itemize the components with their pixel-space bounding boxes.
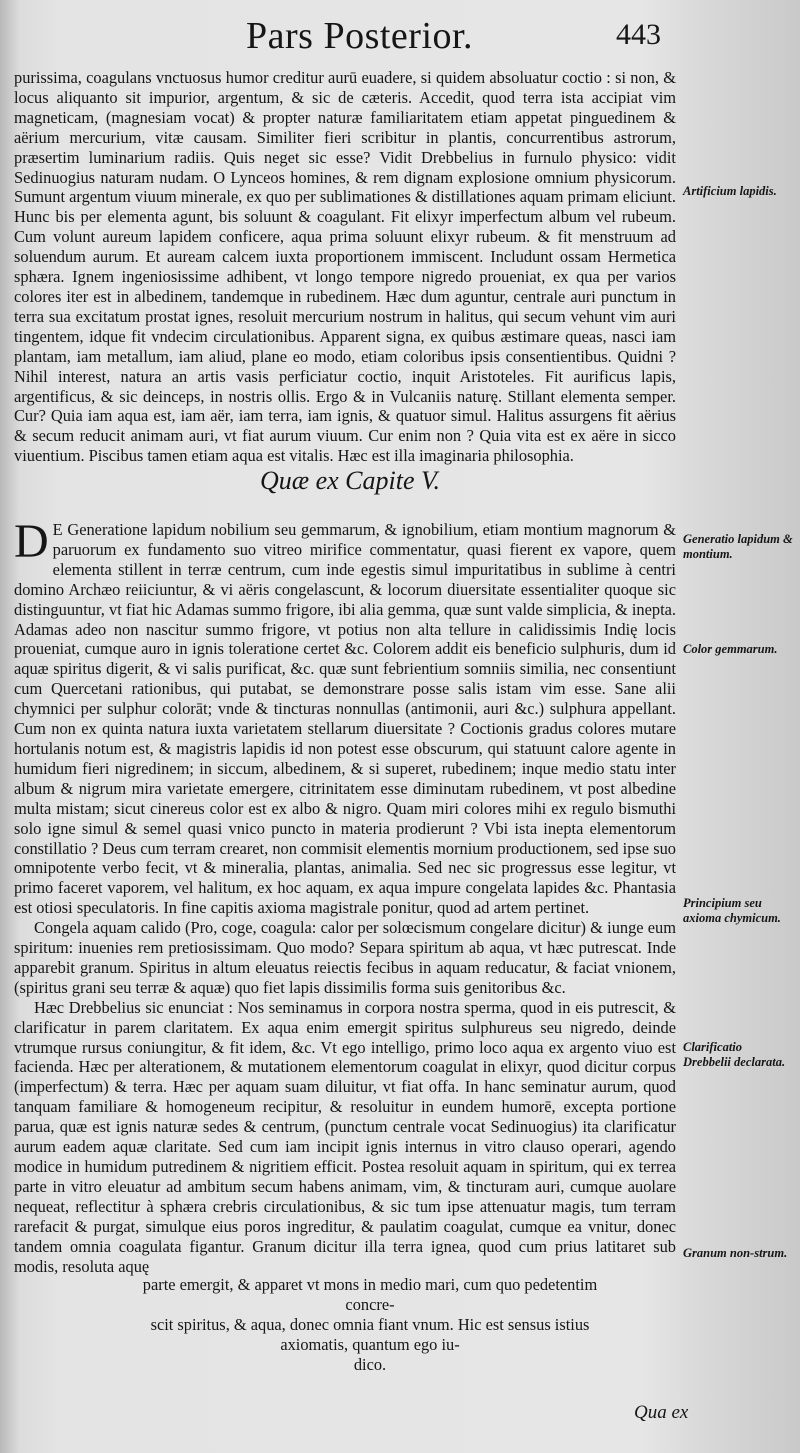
text-line: scit spiritus, & aqua, donec omnia fiant vnum. Hic est sensus istius <box>150 1314 590 1334</box>
marginal-note: Principium seu axioma chymicum. <box>683 896 781 925</box>
text-block-main <box>14 515 676 1276</box>
paragraph: E Generatione lapidum nobilium seu gemmarum, & ignobilium, etiam montium magnorum & paruorum ex fundamento suo vitreo mirifice commentatur, quasi fierent ex vapore, quem elementa stillent in terræ centrum, cum inde egestis simul impuritatibus in sublime à centri domino Archæo reiiciuntur, & vi aëris congelascunt, & locorum diuersitate essentialiter quoque sic distinguuntur, vt fiat hic Adamas summo frigore, ibi alia gemma, quæ sunt valde simplicia, & inepta. Adamas adeo non nascitur summo frigore, vt potius non alta tellure in calidissimis Indię locis proueniat, cumque auro in ignis toleratione certet &c. Colorem addit eis beneficio sulphuris, dum id aquæ spiritus digerit, & vi salis purificat, &c. quæ sunt febrientium somniis similia, nec consentiunt cum Quercetani rationibus, qui putabat, se demonstrare posse salis istam vim esse. Sane alii chymnici per sulphur colorāt; vnde & tincturas nonnullas (antimonii, auri &c.) sulphura appellant. Cum non ex quinta natura iuxta varietatem stellarum diuersitate ? Coctionis gradus colores mutare hortulanis notum est, & magistris lapidis id non potest esse obscurum, qui statuunt calore agente in humidum fieri nigredinem; in siccum, albedinem, & si superet, rubedinem; inque medio statu inter album & nigrum mira varietate emergere, citrinitatem esse diminutam rubedinem, vt post albedine multa mistam; sicut cinereus color est ex albo & nigro. Quam miri colores mihi ex regulo bismuthi solo igne simul & semel quasi vnico puncto in materia prodierunt ? Vbi ista inepta elementorum constillatio ? Deus cum terram crearet, non commisit elementis mornium productionem, sed ipse suo omnipotente verbo fecit, vt & mineralia, plantas, animalia. Sed nec sic progressus esse legitur, vt primo faceret vaporem, vel halitum, ex hoc aquam, ex aqua impure congelata lapides &c. Phantasia est otiosi speculatoris. In fine capitis axioma magistrale ponitur, quod ad artem pertinet. <box>14 520 676 918</box>
paragraph: Congela aquam calido (Pro, coge, coagula: calor per solœcismum congelare dicitur) & iunge eum spiritum: inuenies rem pretiosissimam. Quo modo? Separa spiritum ab aqua, vt hæc putrescat. Inde apparebit granum. Spiritus in altum eleuatus reiectis fecibus in aquam reducatur, & faciat vnionem, (spiritus grani seu terræ & aquæ) quo fiet lapis dissimilis forma suis genitoribus &c. <box>14 918 676 997</box>
running-title: Pars Posterior. <box>246 15 474 57</box>
marginal-note: Artificium lapidis. <box>683 184 777 198</box>
marginal-note: Generatio lapidum & montium. <box>683 532 793 561</box>
marginal-note: Color gemmarum. <box>683 642 778 656</box>
text-line: dico. <box>353 1354 387 1374</box>
text-block-top <box>14 68 676 466</box>
marginal-note: Clarificatio Drebbelii declarata. <box>683 1040 786 1069</box>
catchword: Qua ex <box>634 1402 689 1423</box>
tapered-ending <box>130 1275 610 1375</box>
section-heading: Quæ ex Capite V. <box>259 466 441 495</box>
text-line: parte emergit, & apparet vt mons in medio mari, cum quo pedetentim concre- <box>142 1275 598 1314</box>
marginal-note: Granum non-strum. <box>683 1246 788 1260</box>
drop-cap: D <box>14 515 49 568</box>
page-number: 443 <box>616 18 661 51</box>
text-line: axiomatis, quantum ego iu- <box>280 1334 460 1354</box>
page-header <box>0 14 800 74</box>
paragraph: Hæc Drebbelius sic enunciat : Nos seminamus in corpora nostra sperma, quod in eis putrescit, & clarificatur in parem claritatem. Ex aqua enim emergit spiritus sulphureus seu nigredo, deinde vtrumque rursus coniungitur, & fit idem, &c. Vt ego intelligo, primo loco aqua ex argento viuo est facienda. Hæc per alterationem, & mutationem elementorum coagulat in elixyr, quod dicitur corpus (imperfectum) & terra. Hæc per aquam suam diluitur, vt fiat offa. In hanc seminatur aurum, quod tanquam familiare & homogeneum recipitur, & resoluitur in eundem humorē, excepta portione parua, quæ est ignis naturæ sedes & centrum, (punctum centrale vocat Sedinuogius) ita clarificatur aurum eadem aquæ claritate. Sed cum iam incipit ignis internus in vitro clauso operari, agendo modice in humidum putredinem & nigritiem efficit. Postea resoluit aquam in spiritum, qui ex terrea parte in vitro eleuatur ad ambitum secum habens animam, vim, & tincturam auri, cumque auolare nequeat, reflectitur à sphæra crebris circulationibus, & sic tum ipse attenuatur magis, tum terram rarefacit & purgat, simulque eius poros ingreditur, & paulatim coagulat, cumque ea vnitur, donec tandem omnia coagulata figantur. Granum dicitur illa terra ignea, quod cum prius latitaret sub modis, resoluta aquę <box>14 997 676 1276</box>
paragraph: purissima, coagulans vnctuosus humor creditur aurū euadere, si quidem absoluatur coctio : si non, & locus aliquanto sit impurior, argentum, & sic de cæteris. Accedit, quod terra ista accipiat vim magneticam, (magnesiam vocat) & propter naturæ familiaritatem etiam appetat pinguedinem & aërium mercurium, vitæ causam. Similiter fieri scribitur in plantis, concurrentibus astrorum, præsertim luminarium radiis. Quis neget sic esse? Vidit Drebbelius in furnulo physico: vidit Sedinuogius naturam nudam. O Lynceos homines, & rem dignam explosione omnium physicorum. Sumunt argentum viuum minerale, ex quo per sublimationes & distillationes aquam primam eliciunt. Hunc bis per elementa agunt, bis soluunt & coagulant. Fit elixyr imperfectum album vel rubeum. Cum volunt aureum lapidem conficere, aqua prima soluunt elixyr rubeum. & fit menstruum ad soluendum aurum. Et auream calcem iuxta proportionem immiscent. Includunt ossam Hermetica sphæra. Ignem ingeniosissime adhibent, vt longo tempore nigredo proueniat, ex qua per varios colores iter est in albedinem, tandemque in rubedinem. Hæc dum aguntur, centrale auri punctum in terra sua excitatum prostat ignes, resoluit mercurium nostrum in halitus, qui secum vehunt vim auri tingentem, idque fit vndecim circulationibus. Apparent signa, ex quibus æstimare queas, nasci iam plantam, iam metallum, iam aliud, plane eo modo, etiam coloribus ipsis consentientibus. Quidni ? Nihil interest, natura an artis vasis perficiatur coctio, inquit Aristoteles. Fit aurificus lapis, argentificus, & sic deinceps, in nostris ollis. Ergo & in Vulcaniis naturę. Stillant elementa semper. Cur? Quia iam aqua est, iam aër, iam terra, iam ignis, & quatuor simul. Halitus assurgens fit aërius & secum reducit animam auri, vt fiat aurum viuum. Cur enim non ? Quia vita est ex aëre in sicco viuentium. Piscibus tamen etiam aqua est vitalis. Hæc est illa imaginaria philosophia. <box>14 68 676 466</box>
